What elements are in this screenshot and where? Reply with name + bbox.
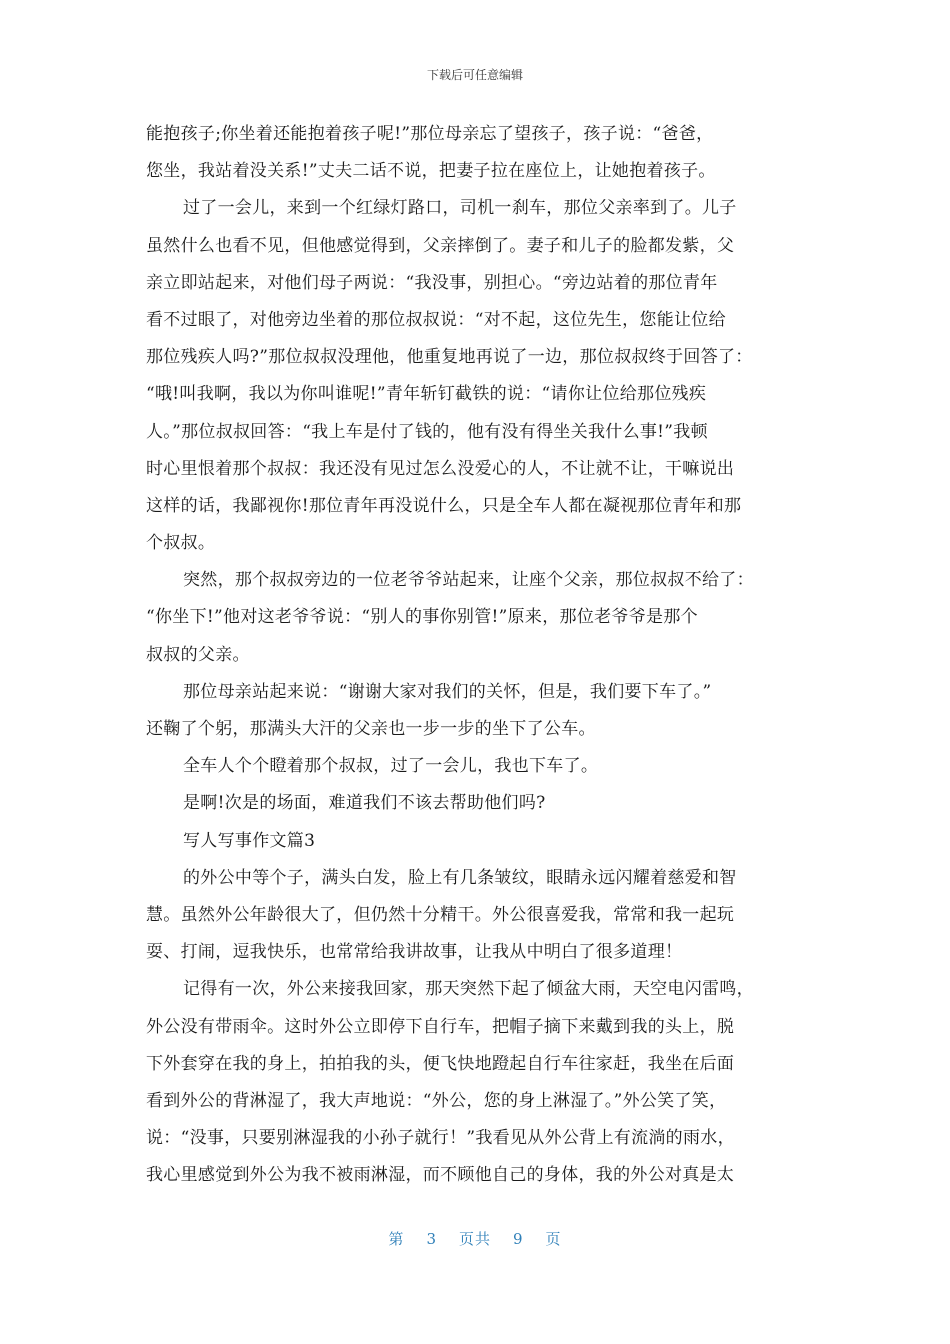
footer-current-page: 3 xyxy=(426,1230,437,1248)
text-line: 那位母亲站起来说：“谢谢大家对我们的关怀，但是，我们要下车了。” xyxy=(183,681,712,702)
text-line: 写人写事作文篇3 xyxy=(183,830,316,851)
text-line: 能抱孩子;你坐着还能抱着孩子呢!”那位母亲忘了望孩子，孩子说：“爸爸， xyxy=(146,124,714,144)
text-line: 看到外公的背淋湿了，我大声地说：“外公，您的身上淋湿了。”外公笑了笑， xyxy=(146,1090,727,1111)
document-body xyxy=(146,116,816,1194)
text-line: 您坐，我站着没关系!”丈夫二话不说，把妻子拉在座位上，让她抱着孩子。 xyxy=(146,161,716,182)
footer-middle: 页共 xyxy=(458,1230,491,1248)
text-line: 突然，那个叔叔旁边的一位老爷爷站起来，让座个父亲，那位叔叔不给了： xyxy=(183,570,754,591)
footer-total-pages: 9 xyxy=(513,1230,524,1248)
text-line: 全车人个个瞪着那个叔叔，过了一会儿，我也下车了。 xyxy=(183,756,599,777)
text-line: 虽然什么也看不见，但他感觉得到，父亲摔倒了。妻子和儿子的脸都发紫，父 xyxy=(146,235,735,256)
text-line: 个叔叔。 xyxy=(146,533,216,554)
text-line: 下外套穿在我的身上，拍拍我的头，便飞快地蹬起自行车往家赶，我坐在后面 xyxy=(146,1053,735,1074)
text-line: 慧。虽然外公年龄很大了，但仍然十分精干。外公很喜爱我，常常和我一起玩 xyxy=(146,904,735,925)
text-line: 人。”那位叔叔回答：“我上车是付了钱的，他有没有得坐关我什么事!”我顿 xyxy=(146,421,708,442)
text-line: 说：“没事，只要别淋湿我的小孙子就行！”我看见从外公背上有流淌的雨水， xyxy=(146,1128,735,1149)
text-line: 过了一会儿，来到一个红绿灯路口，司机一刹车，那位父亲率到了。儿子 xyxy=(183,198,737,219)
text-line: “你坐下!”他对这老爷爷说：“别人的事你别管!”原来，那位老爷爷是那个 xyxy=(146,607,698,628)
text-line: 叔叔的父亲。 xyxy=(146,644,250,665)
footer-prefix: 第 xyxy=(388,1230,405,1248)
text-line: 的外公中等个子，满头白发，脸上有几条皱纹，眼睛永远闪耀着慈爱和智 xyxy=(183,867,737,888)
text-line: 我心里感觉到外公为我不被雨淋湿，而不顾他自己的身体，我的外公对真是太 xyxy=(146,1165,735,1186)
text-line: 还鞠了个躬，那满头大汗的父亲也一步一步的坐下了公车。 xyxy=(146,719,596,739)
text-line: 耍、打闹，逗我快乐，也常常给我讲故事，让我从中明白了很多道理！ xyxy=(146,942,683,963)
page-footer xyxy=(0,1228,950,1249)
text-line: 那位残疾人吗?”那位叔叔没理他，他重复地再说了一边，那位叔叔终于回答了： xyxy=(146,347,753,368)
text-line: 看不过眼了，对他旁边坐着的那位叔叔说：“对不起，这位先生，您能让位给 xyxy=(146,309,726,330)
text-line: 时心里恨着那个叔叔：我还没有见过怎么没爱心的人，不让就不让，干嘛说出 xyxy=(146,458,735,479)
text-line: 亲立即站起来，对他们母子两说：“我没事，别担心。“旁边站着的那位青年 xyxy=(146,272,718,293)
text-line: 外公没有带雨伞。这时外公立即停下自行车，把帽子摘下来戴到我的头上，脱 xyxy=(146,1016,735,1037)
footer-suffix: 页 xyxy=(545,1230,562,1248)
text-line: “哦!叫我啊，我以为你叫谁呢!”青年斩钉截铁的说：“请你让位给那位残疾 xyxy=(146,384,707,405)
page-header: 下载后可任意编辑 xyxy=(426,68,523,82)
text-line: 记得有一次，外公来接我回家，那天突然下起了倾盆大雨，天空电闪雷鸣， xyxy=(183,979,754,1000)
text-line: 是啊!次是的场面，难道我们不该去帮助他们吗? xyxy=(183,793,546,814)
text-line: 这样的话，我鄙视你!那位青年再没说什么，只是全车人都在凝视那位青年和那 xyxy=(146,495,742,516)
